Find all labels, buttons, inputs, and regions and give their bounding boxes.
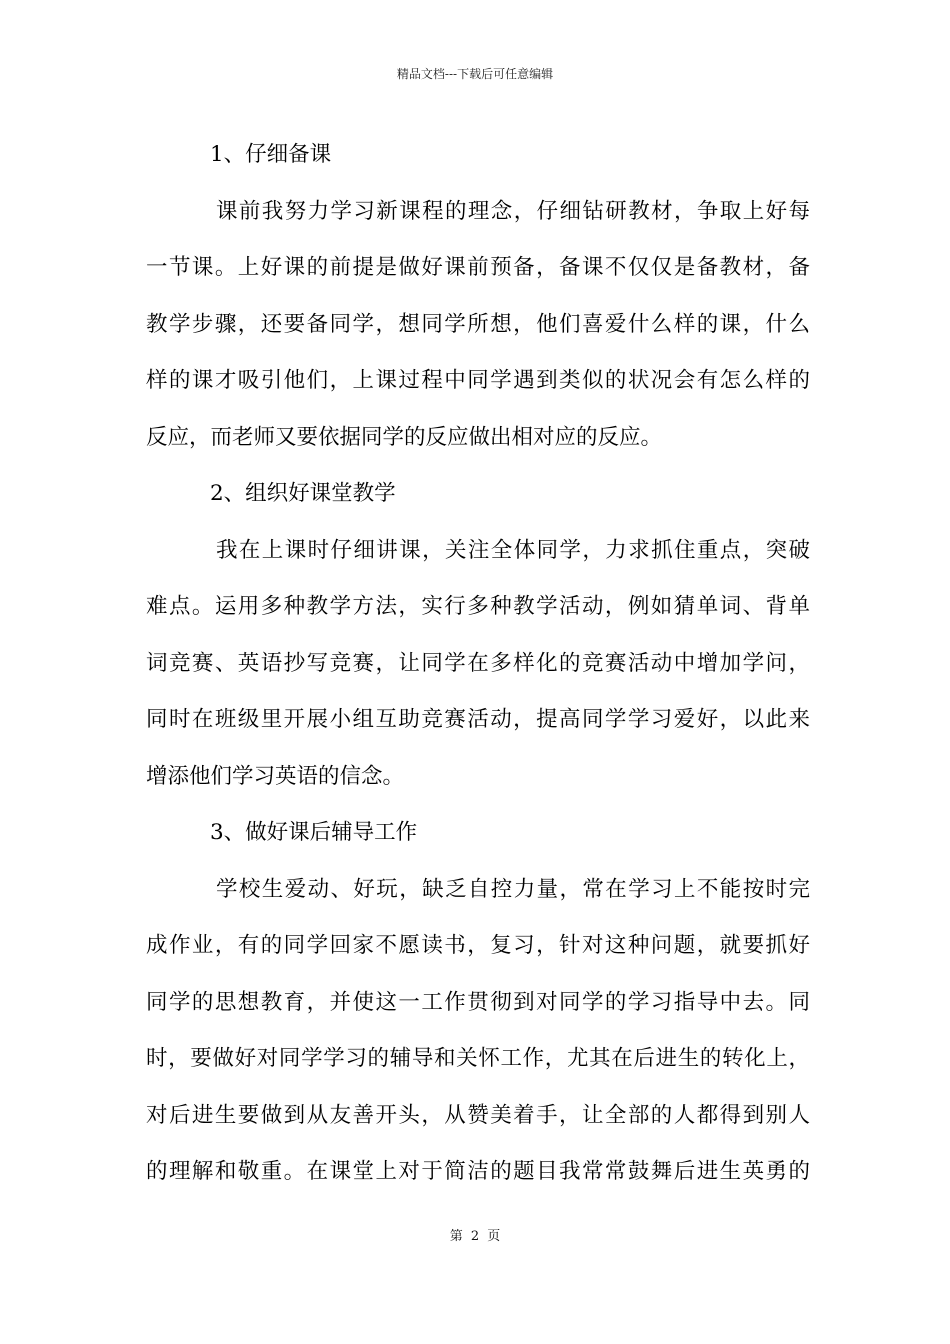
paragraph-line: 我在上课时仔细讲课，关注全体同学，力求抓住重点，突破 (216, 537, 810, 563)
paragraph-line: 课前我努力学习新课程的理念，仔细钻研教材，争取上好每 (216, 198, 810, 224)
paragraph-line: 难点。运用多种教学方法，实行多种教学活动，例如猜单词、背单 (146, 594, 810, 619)
paragraph-line: 学校生爱动、好玩，缺乏自控力量，常在学习上不能按时完 (216, 876, 810, 902)
paragraph-line: 词竞赛、英语抄写竞赛，让同学在多样化的竞赛活动中增加学问， (146, 650, 810, 676)
section-heading-3: 3、做好课后辅导工作 (210, 820, 418, 845)
paragraph-line: 同时在班级里开展小组互助竞赛活动，提高同学学习爱好，以此来 (146, 707, 810, 732)
paragraph-line: 成作业，有的同学回家不愿读书，复习，针对这种问题，就要抓好 (146, 933, 810, 958)
paragraph-line: 时，要做好对同学学习的辅导和关怀工作，尤其在后进生的转化上， (146, 1046, 810, 1071)
document-body (146, 127, 810, 1201)
page-number: 第 2 页 (449, 1229, 501, 1244)
page-header: 精品文档---下载后可任意编辑 (396, 67, 554, 81)
paragraph-line: 一节课。上好课的前提是做好课前预备，备课不仅仅是备教材，备 (146, 255, 810, 280)
paragraph-line: 增添他们学习英语的信念。 (146, 763, 405, 789)
paragraph-line: 同学的思想教育，并使这一工作贯彻到对同学的学习指导中去。同 (146, 989, 810, 1015)
paragraph-line: 反应，而老师又要依据同学的反应做出相对应的反应。 (146, 424, 663, 450)
section-heading-1: 1、仔细备课 (210, 142, 332, 167)
paragraph-line: 教学步骤，还要备同学，想同学所想，他们喜爱什么样的课，什么 (146, 311, 810, 337)
paragraph-line: 对后进生要做到从友善开头，从赞美着手，让全部的人都得到别人 (146, 1102, 810, 1128)
paragraph-line: 样的课才吸引他们，上课过程中同学遇到类似的状况会有怎么样的 (146, 368, 810, 393)
paragraph-line: 的理解和敬重。在课堂上对于简洁的题目我常常鼓舞后进生英勇的 (146, 1159, 810, 1184)
section-heading-2: 2、组织好课堂教学 (210, 481, 396, 506)
